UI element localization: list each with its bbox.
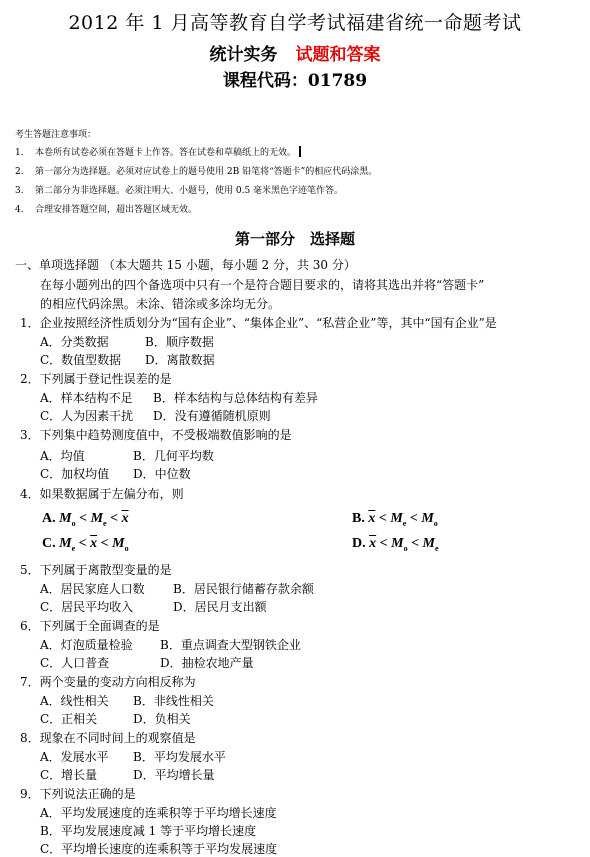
option: D．离散数据 xyxy=(145,353,215,367)
math-option-a: A. $M_o < M_e < \overline{x}$ xyxy=(42,511,129,528)
math-option-b: B. $\overline{x} < M_e < M_o$ xyxy=(352,511,438,528)
section-title: 一、单项选择题 （本大题共 15 小题，每小题 2 分，共 30 分） xyxy=(15,258,356,272)
option: A．线性相关 xyxy=(40,694,109,708)
option: D．居民月支出额 xyxy=(173,600,267,614)
option: A．居民家庭人口数 xyxy=(40,582,145,596)
option: C．增长量 xyxy=(40,768,98,782)
option: C．加权均值 xyxy=(40,467,110,481)
subject-tag: 试题和答案 xyxy=(295,45,381,65)
notice-item xyxy=(15,164,377,177)
option: D．中位数 xyxy=(133,467,191,481)
option: C．平均增长速度的连乘积等于平均发展速度 xyxy=(40,842,278,856)
notice-heading: 考生答题注意事项： xyxy=(15,130,97,140)
option: B．平均发展水平 xyxy=(133,750,226,764)
question-stem: 6．下列属于全面调查的是 xyxy=(20,619,160,633)
option: B．顺序数据 xyxy=(145,335,214,349)
question-stem: 9．下列说法正确的是 xyxy=(20,787,136,801)
notice-num: 3. xyxy=(15,186,24,196)
option: B．居民银行储蓄存款余额 xyxy=(173,582,314,596)
question-stem: 1．企业按照经济性质划分为“国有企业”、“集体企业”、“私营企业”等，其中“国有企业”是 xyxy=(20,316,497,330)
question-stem: 7．两个变量的变动方向相反称为 xyxy=(20,675,196,689)
notice-text: 第一部分为选择题。必须对应试卷上的题号使用 2B 铅笔将“答题卡”的相应代码涂黑。 xyxy=(35,167,378,177)
question-stem: 8．现象在不同时间上的观察值是 xyxy=(20,731,196,745)
option: C．正相关 xyxy=(40,712,98,726)
math-option-c: C. $M_e < \overline{x} < M_o$ xyxy=(42,536,129,553)
exam-subtitle xyxy=(0,40,590,65)
option: D．抽检农地产量 xyxy=(160,656,254,670)
option: D．负相关 xyxy=(133,712,191,726)
notice-item xyxy=(15,202,197,215)
option: A．分类数据 xyxy=(40,335,109,349)
notice-text: 本卷所有试卷必须在答题卡上作答。答在试卷和草稿纸上的无效。 xyxy=(35,148,297,158)
option: B．样本结构与总体结构有差异 xyxy=(153,391,318,405)
text-cursor xyxy=(299,146,301,157)
notice-item xyxy=(15,183,343,196)
notice-text: 第二部分为非选择题。必须注明大、小题号，使用 0.5 毫米黑色字迹笔作答。 xyxy=(35,186,344,196)
notice-text: 合理安排答题空间，超出答题区域无效。 xyxy=(35,205,198,215)
notice-item xyxy=(15,145,301,158)
exam-title: 2012 年 1 月高等教育自学考试福建省统一命题考试 xyxy=(68,12,522,34)
part-title: 第一部分 选择题 xyxy=(234,230,355,248)
section-instructions: 的相应代码涂黑。未涂、错涂或多涂均无分。 xyxy=(40,297,281,311)
option: C．数值型数据 xyxy=(40,353,122,367)
option: C．人口普查 xyxy=(40,656,110,670)
option: A．样本结构不足 xyxy=(40,391,133,405)
option: C．居民平均收入 xyxy=(40,600,134,614)
option: A．灯泡质量检验 xyxy=(40,638,133,652)
section-instructions: 在每小题列出的四个备选项中只有一个是符合题目要求的，请将其选出并将“答题卡” xyxy=(40,278,485,292)
option: B．平均发展速度减 1 等于平均增长速度 xyxy=(40,824,257,838)
notice-num: 1. xyxy=(15,148,24,158)
math-option-d: D. $\overline{x} < M_o < M_e$ xyxy=(352,536,439,553)
option: C．人为因素干扰 xyxy=(40,409,134,423)
question-stem: 2．下列属于登记性误差的是 xyxy=(20,372,172,386)
question-stem: 3．下列集中趋势测度值中，不受极端数值影响的是 xyxy=(20,428,292,442)
subject-name: 统计实务 xyxy=(209,45,278,65)
option: D．平均增长量 xyxy=(133,768,215,782)
option: B．重点调查大型钢铁企业 xyxy=(160,638,301,652)
option: B．非线性相关 xyxy=(133,694,214,708)
option: A．平均发展速度的连乘积等于平均增长速度 xyxy=(40,806,277,820)
option: A．均值 xyxy=(40,449,85,463)
question-stem: 5．下列属于离散型变量的是 xyxy=(20,563,172,577)
notice-num: 4. xyxy=(15,205,24,215)
course-code: 课程代码：01789 xyxy=(222,71,368,91)
option: B．几何平均数 xyxy=(133,449,214,463)
option: A．发展水平 xyxy=(40,750,109,764)
notice-num: 2. xyxy=(15,167,24,177)
question-stem: 4．如果数据属于左偏分布，则 xyxy=(20,487,184,501)
option: D．没有遵循随机原则 xyxy=(153,409,271,423)
